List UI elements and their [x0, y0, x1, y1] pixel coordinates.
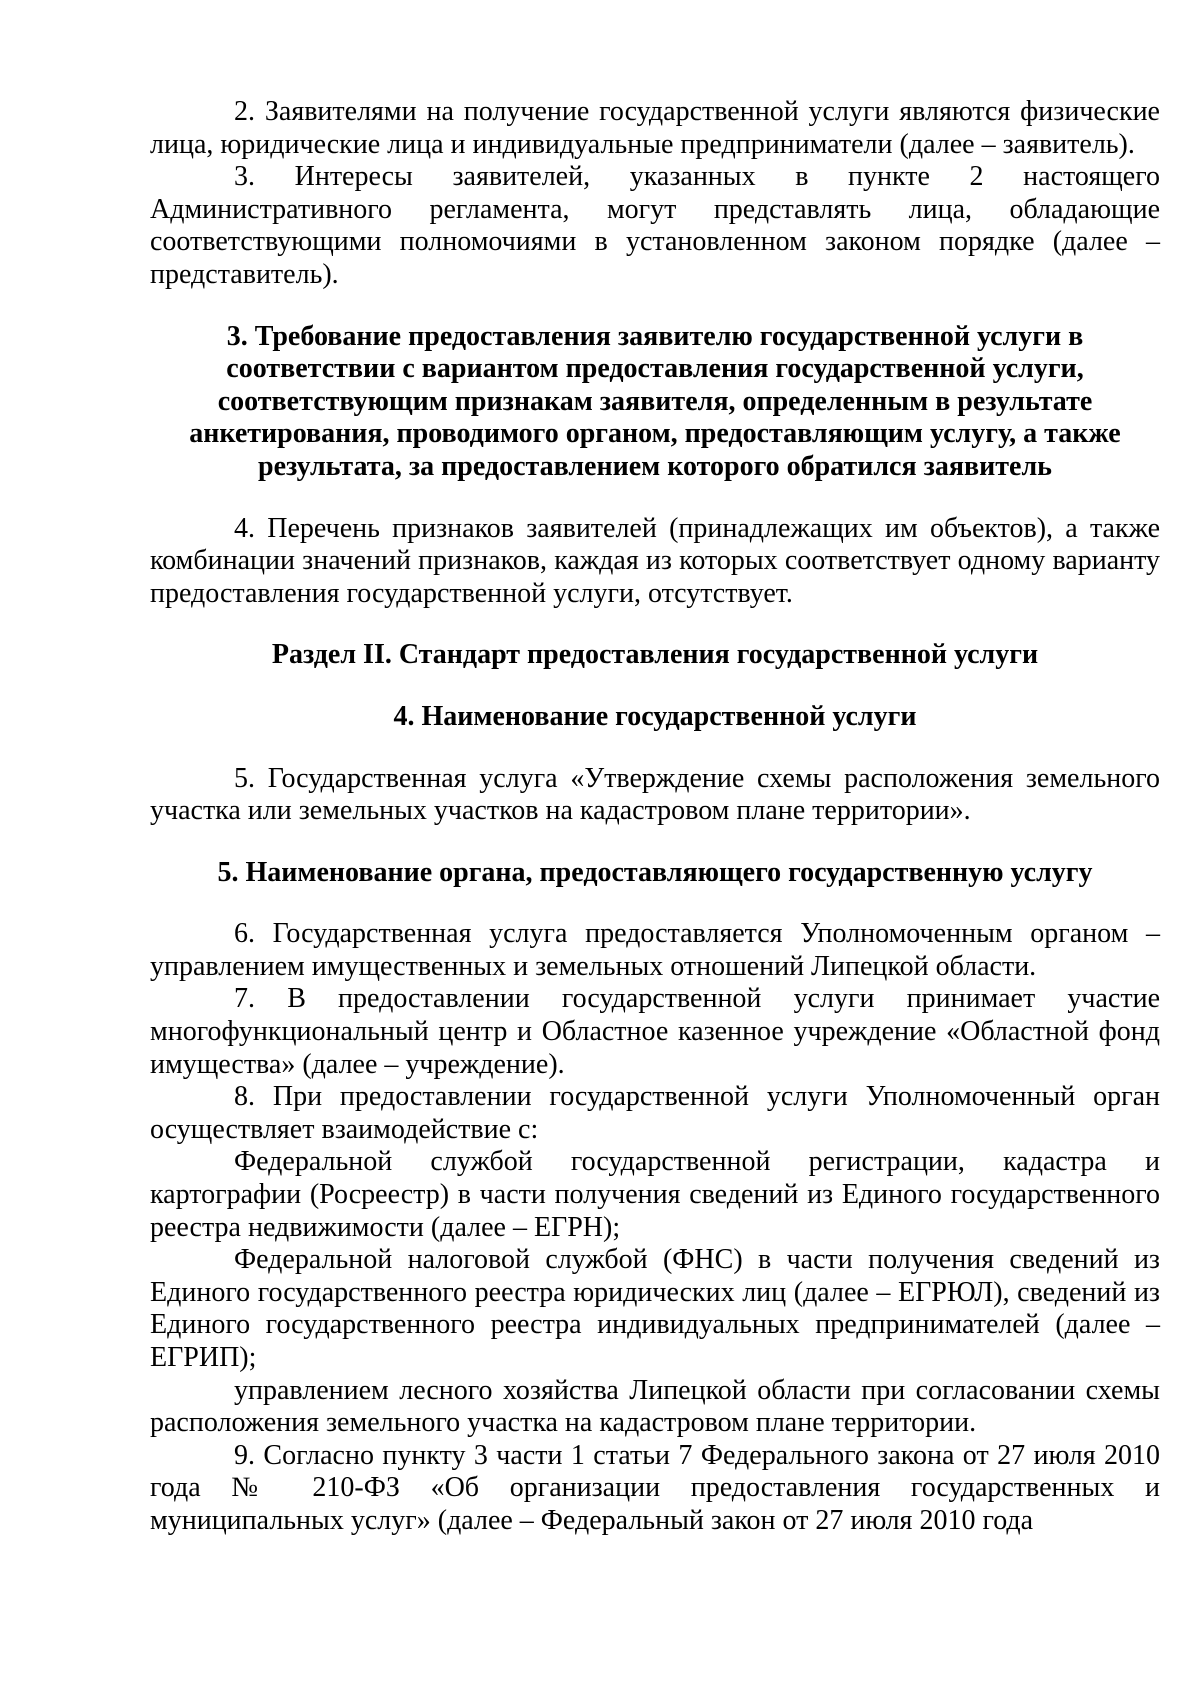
paragraph-8: 8. При предоставлении государственной услуги Уполномоченный орган осуществляет взаимодействие с: [150, 1081, 1160, 1145]
paragraph-6: 6. Государственная услуга предоставляется Уполномоченным органом – управлением имущественных и земельных отношений Липецкой области. [150, 918, 1160, 982]
paragraph-4: 4. Перечень признаков заявителей (принадлежащих им объектов), а также комбинации значений признаков, каждая из которых соответствует одному варианту предоставления государственной услуги, отсутствует. [150, 512, 1160, 609]
paragraph-3: 3. Интересы заявителей, указанных в пункте 2 настоящего Административного регламента, могут представлять лица, обладающие соответствующими полномочиями в установленном законом порядке (далее – представитель). [150, 161, 1160, 290]
paragraph-7: 7. В предоставлении государственной услуги принимает участие многофункциональный центр и Областное казенное учреждение «Областной фонд имущества» (далее – учреждение). [150, 983, 1160, 1080]
paragraph-5: 5. Государственная услуга «Утверждение схемы расположения земельного участка или земельных участков на кадастровом плане территории». [150, 762, 1160, 827]
paragraph-8-rosreestr: Федеральной службой государственной регистрации, кадастра и картографии (Росреестр) в части получения сведений из Единого государственного реестра недвижимости (далее – ЕГРН); [150, 1146, 1160, 1243]
paragraph-2: 2. Заявителями на получение государственной услуги являются физические лица, юридические лица и индивидуальные предприниматели (далее – заявитель). [150, 96, 1160, 160]
heading-5-authority-name: 5. Наименование органа, предоставляющего государственную услугу [217, 856, 1093, 888]
heading-3-line: соответствующим признакам заявителя, определенным в результате [217, 385, 1093, 417]
heading-4-service-name: 4. Наименование государственной услуги [393, 700, 917, 732]
heading-3-requirement [150, 321, 1160, 484]
heading-3-line: соответствии с вариантом предоставления государственной услуги, [226, 353, 1084, 385]
heading-3-line: анкетирования, проводимого органом, предоставляющим услугу, а также [189, 418, 1121, 450]
heading-3-line: 3. Требование предоставления заявителю государственной услуги в [226, 320, 1084, 352]
section-2-heading: Раздел II. Стандарт предоставления государственной услуги [271, 639, 1039, 671]
paragraph-9: 9. Согласно пункту 3 части 1 статьи 7 Федерального закона от 27 июля 2010 года № 210-ФЗ «Об организации предоставления государственных и муниципальных услуг» (далее – Федеральный закон от 27 июля 2010 года [150, 1439, 1160, 1536]
heading-3-line: результата, за предоставлением которого обратился заявитель [258, 450, 1052, 482]
paragraph-8-fns: Федеральной налоговой службой (ФНС) в части получения сведений из Единого государственного реестра юридических лиц (далее – ЕГРЮЛ), сведений из Единого государственного реестра индивидуальных предпринимателей (далее – ЕГРИП); [150, 1244, 1160, 1373]
paragraph-8-forestry: управлением лесного хозяйства Липецкой области при согласовании схемы расположения земельного участка на кадастровом плане территории. [150, 1374, 1160, 1439]
document-body [150, 96, 1160, 1538]
